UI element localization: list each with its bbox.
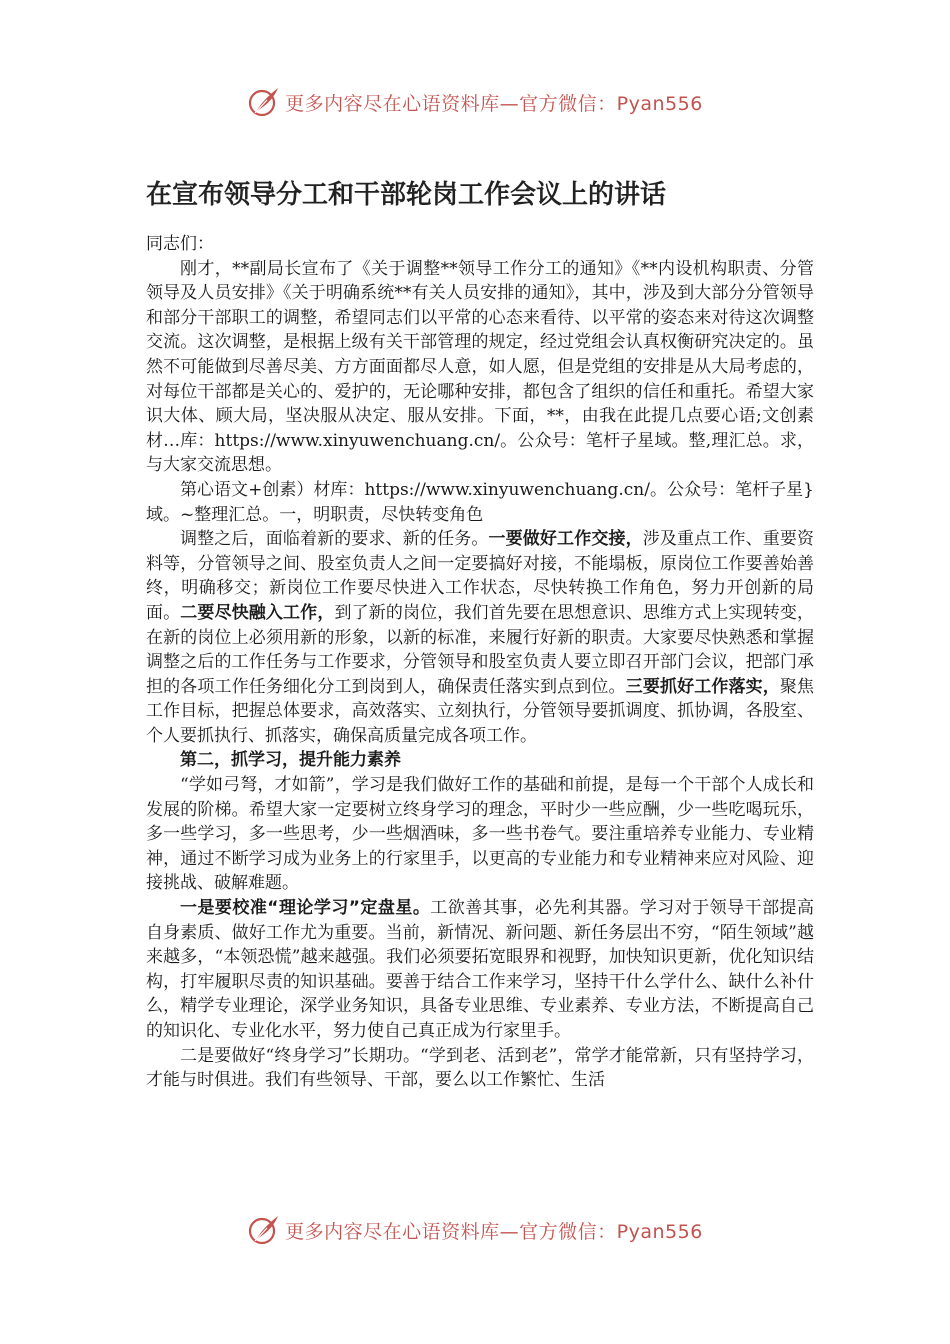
p3-text-d: 到了新的岗位，我们首先要在思想意识、思维方式上实现转变，在新的岗位上必须用新的形象，以新的标准，来履行好新的职责。大家要尽快熟悉和掌握调整之后的工作任务与工作要求，分管领导和股室负责人要立即召开部门会议，把部门承担的各项工作任务细化分工到岗到人，确保责任落实到点到位。 [146, 602, 815, 697]
paragraph-1: 刚才，**副局长宣布了《关于调整**领导工作分工的通知》《**内设机构职责、分管领导及人员安排》《关于明确系统**有关人员安排的通知》，其中，涉及到大部分分管领导和部分干部职工的调整，希望同志们以平常的心态来看待、以平常的姿态来对待这次调整交流。这次调整，是根据上级有关干部管理的规定，经过党组会认真权衡研究决定的。虽然不可能做到尽善尽美、方方面面都尽人意，如人愿，但是党组的安排是从大局考虑的，对每位干部都是关心的、爱护的，无论哪种安排，都包含了组织的信任和重托。希望大家识大体、顾大局，坚决服从决定、服从安排。下面，**，由我在此提几点要心语;文创素材…库：https://www.xinyuwenchuang.cn/。公众号：笔杆子星域。整,理汇总。求，与大家交流思想。 [146, 258, 814, 476]
section-heading-2-text: 第二，抓学习，提升能力素养 [180, 750, 401, 771]
document-title: 在宣布领导分工和干部轮岗工作会议上的讲话 [146, 180, 667, 210]
paragraph-5 [146, 896, 814, 1044]
p3-bold-1: 一要做好工作交接， [488, 529, 643, 550]
footer-banner-text: 更多内容尽在心语资料库—官方微信：Pyan556 [285, 1220, 703, 1243]
paragraph-2: 第心语文+创素）材库：https://www.xinyuwenchuang.cn/。公众号：笔杆子星}域。~整理汇总。一，明职责，尽快转变角色 [146, 479, 814, 525]
p3-text-c: 涉及重点工作、重要资料等，分管领导之间、股室负责人之间一定要搞好对接，不能塌板，原岗位工作要善始善终，明确移交；新岗位工作要尽快进入工作状态，尽快转换工作角色，努力开创新的局面。 [146, 529, 814, 623]
header-banner-text: 更多内容尽在心语资料库—官方微信：Pyan556 [285, 92, 703, 115]
paragraph-6: 二是要做好“终身学习”长期功。“学到老、活到老”，常学才能常新，只有坚持学习，才能与时俱进。我们有些领导、干部，要么以工作繁忙、生活 [146, 1045, 814, 1091]
document-body [146, 232, 814, 1093]
footer-banner [0, 1212, 950, 1248]
p3-text-a: 调整之后，面临着新的要求、新的任务。 [180, 529, 489, 550]
feather-logo-icon [247, 85, 281, 119]
p5-text: 工欲善其事，必先利其器。学习对于领导干部提高自身素质、做好工作尤为重要。当前，新情况、新问题、新任务层出不穷，“陌生领域”越来越多，“本领恐慌”越来越强。我们必须要拓宽眼界和视野，加快知识更新，优化知识结构，打牢履职尽责的知识基础。要善于结合工作来学习，坚持干什么学什么、缺什么补什么，精学专业理论，深学业务知识，具备专业思维、专业素养、专业方法，不断提高自己的知识化、专业化水平，努力使自己真正成为行家里手。 [146, 898, 814, 1041]
section-heading-2 [146, 748, 814, 773]
salutation: 同志们： [146, 234, 214, 254]
header-banner [0, 84, 950, 120]
paragraph-3 [146, 527, 814, 748]
p5-bold: 一是要校准“理论学习”定盘星。 [180, 898, 431, 919]
paragraph-4: “学如弓弩，才如箭”，学习是我们做好工作的基础和前提，是每一个干部个人成长和发展的阶梯。希望大家一定要树立终身学习的理念，平时少一些应酬，少一些吃喝玩乐，多一些学习，多一些思考，少一些烟酒味，多一些书卷气。要注重培养专业能力、专业精神，通过不断学习成为业务上的行家里手，以更高的专业能力和专业精神来应对风险、迎接挑战、破解难题。 [146, 775, 814, 894]
p3-bold-2: 二要尽快融入工作， [180, 602, 335, 623]
p3-bold-3: 三要抓好工作落实， [625, 676, 780, 697]
feather-logo-icon [247, 1213, 281, 1247]
p3-text-e: 聚焦工作目标，把握总体要求，高效落实、立刻执行，分管领导要抓调度、抓协调，各股室、个人要抓执行、抓落实，确保高质量完成各项工作。 [146, 676, 815, 746]
